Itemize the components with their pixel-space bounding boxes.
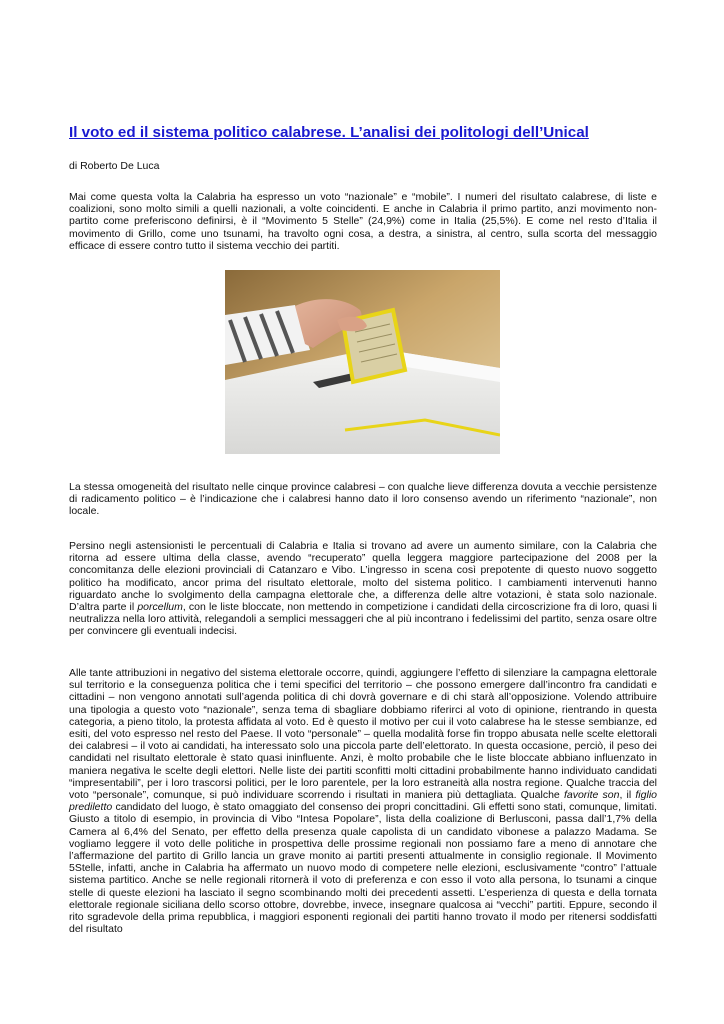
paragraph-4-text-c: candidato del luogo, è stato omaggiato del consenso dei propri concittadini. Gli effetti sono stati, comunque, limitati. Giusto a titolo di esempio, in provincia di Vibo “Intesa Popolare”, lista della coalizione di Berlusconi, passa dall’1,7% della Camera al 6,4% del Senato, per effetto della presenza quale capolista di un candidato vibonese a palazzo Madama. Se vogliamo leggere il voto delle politiche in prospettiva delle prossime regionali non possiamo fare a meno di annotare che l’affermazione del partito di Grillo lancia un grave monito ai partiti presenti attualmente in consiglio regionale. Il Movimento 5Stelle, infatti, anche in Calabria ha affermato un nuovo modo di competere nelle elezioni, esclusivamente “contro” l’attuale sistema partitico. Anche se nelle regionali ritornerà il voto di preferenza e con esso il voto alla persona, lo tsunami a cinque stelle di queste elezioni ha lasciato il segno scombinando molti dei precedenti assetti. L’esperienza di questa e della tornata elettorale regionale siciliana dello scorso ottobre, dovrebbe, invece, insegnare qualcosa ai “vecchi” partiti. Eppure, secondo il rito sgradevole della prima repubblica, i maggiori esponenti regionali dei partiti hanno trovato il modo per ritenersi soddisfatti del risultato [69,801,657,936]
article-title-link[interactable]: Il voto ed il sistema politico calabrese. L’analisi dei politologi dell’Unical [69,124,589,141]
paragraph-3-text-a: Persino negli astensionisti le percentuali di Calabria e Italia si trovano ad avere un aumento similare, con la Calabria che ritorna ad essere ultima della classe, avendo “recuperato” quella leggera maggiore partecipazione del 2008 per la concomitanza delle elezioni provinciali di Catanzaro e Vibo. L’ingresso in scena così prepotente di questo nuovo soggetto politico ha modificato, ancor prima del risultato elettorale, molto del sistema politico. I cambiamenti intervenuti hanno riguardato anche lo svolgimento della campagna elettorale che, a differenza delle altre votazioni, è stata solo nazionale. D’altra parte il [69,540,657,614]
paragraph-3 [69,540,657,638]
paragraph-1: Mai come questa volta la Calabria ha espresso un voto “nazionale” e “mobile”. I numeri del risultato calabrese, di liste e coalizioni, sono molto simili a quelli nazionali, a volte coincidenti. E anche in Calabria il primo partito, anzi movimento non-partito come preferiscono definirsi, è il “Movimento 5 Stelle” (24,9%) come in Italia (25,5%). E come nel resto d’Italia il movimento di Grillo, come uno tsunami, ha travolto ogni cosa, a destra, a sinistra, al centro, sulla scorta del messaggio efficace di essere contro tutto il sistema vecchio dei partiti. [69,191,657,252]
favorite-son-emphasis: favorite son [563,789,620,802]
paragraph-4-text-b: , il [619,789,636,802]
article-author: di Roberto De Luca [69,160,160,172]
porcellum-emphasis: porcellum [137,601,183,614]
paragraph-4-text-a: Alle tante attribuzioni in negativo del sistema elettorale occorre, quindi, aggiungere l’effetto di silenziare la campagna elettorale sul territorio e la conseguenza politica che i temi specifici del territorio – che possono emergere dall’incontro fra candidati e cittadini – non vengono annotati sull’agenda politica di chi dovrà governare e di chi starà all’opposizione. Volendo attribuire una tipologia a questo voto “nazionale”, senza tema di sbagliare dobbiamo riferirci al voto di opinione, rientrando in questa categoria, a pieno titolo, la protesta affidata al voto. Ed è questo il motivo per cui il voto calabrese ha le stesse sembianze, ed esiti, del voto espresso nel resto del Paese. Il voto “personale” – quella modalità forse fin troppo abusata nelle scelte elettorali dei calabresi – il voto ai candidati, ha interessato solo una piccola parte dell’elettorato. In questa occasione, perciò, il peso dei candidati nel risultato elettorale è stato quasi ininfluente. Anzi, è molto probabile che le liste bloccate abbiano influenzato in maniera negativa le scelte degli elettori. Nelle liste dei partiti sconfitti molti cittadini probabilmente hanno individuato candidati “impresentabili”, per i loro trascorsi politici, per le loro parentele, per la loro estraneità alla nostra regione. Qualche traccia del voto “personale”, comunque, si può individuare scorrendo i risultati in maniera più dettagliata. Qualche [69,667,657,802]
paragraph-2: La stessa omogeneità del risultato nelle cinque province calabresi – con qualche lieve differenza dovuta a vecchie persistenze di radicamento politico – è l’indicazione che i calabresi hanno dato il loro consenso avendo un riferimento “nazionale”, non locale. [69,481,657,518]
figlio-prediletto-emphasis: figlio prediletto [69,789,657,814]
paragraph-3-text-b: , con le liste bloccate, non mettendo in competizione i candidati della circoscrizione fra di loro, quasi li neutralizza nella loro attività, relegandoli a semplici messaggeri che al più incontrano i fedelissimi del partito, senza osare oltre per convincere gli eventuali indecisi. [69,601,657,638]
paragraph-4 [69,667,657,935]
ballot-box-photo [225,270,500,454]
